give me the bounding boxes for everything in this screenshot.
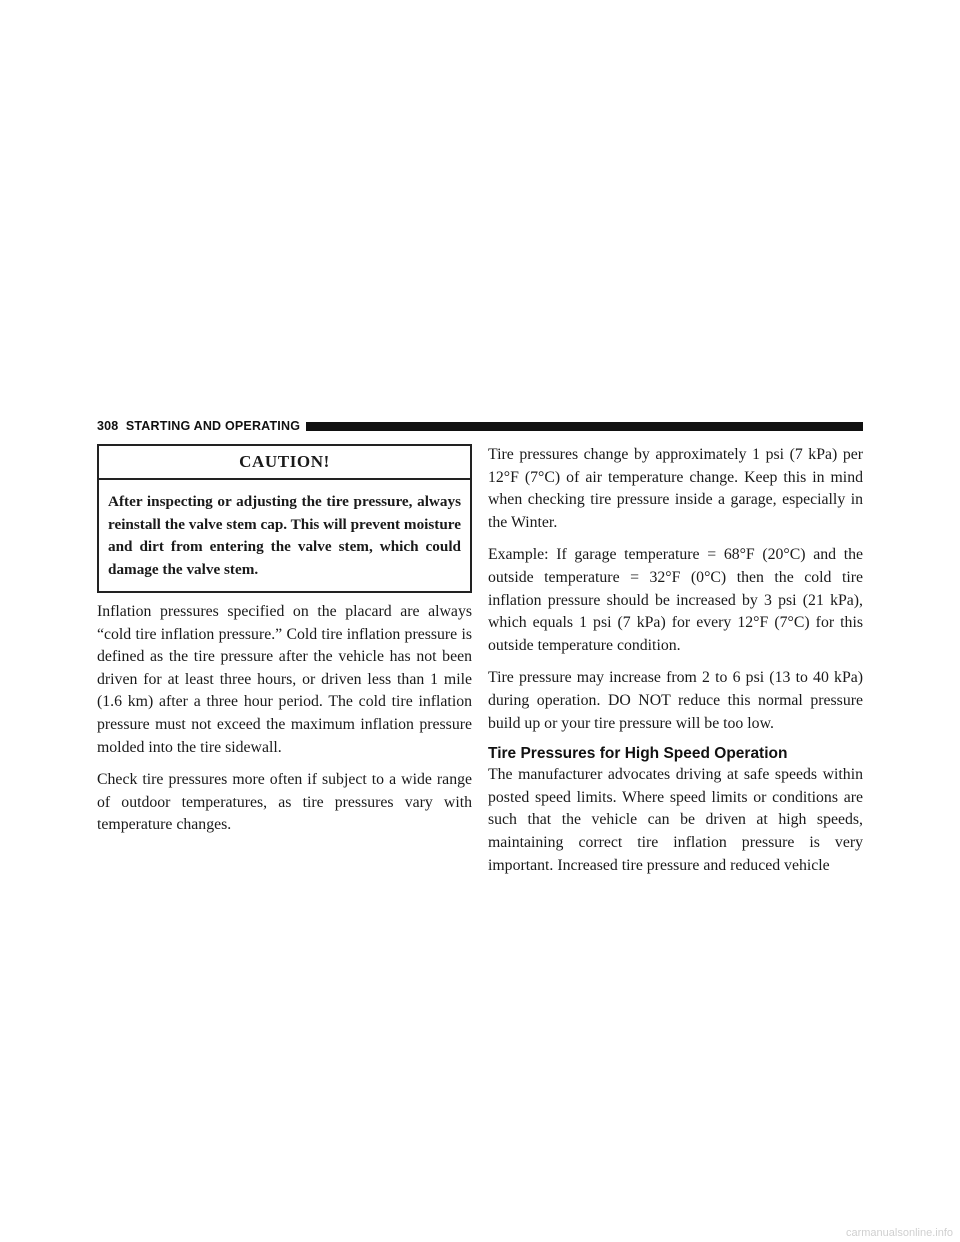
- section-title: STARTING AND OPERATING: [125, 419, 301, 433]
- pressure-increase-paragraph: Tire pressure may increase from 2 to 6 psi (13 to 40 kPa) during operation. DO NOT reduce this normal pressure build up or your tire pressure will be too low.: [488, 669, 863, 732]
- pressure-change-paragraph: Tire pressures change by approximately 1 psi (7 kPa) per 12°F (7°C) of air temperature change. Keep this in mind when checking tire pressure inside a garage, especially in the Winter.: [488, 446, 863, 531]
- caution-box: [97, 444, 472, 593]
- example-paragraph: Example: If garage temperature = 68°F (20°C) and the outside temperature = 32°F (0°C) then the cold tire inflation pressure should be increased by 3 psi (21 kPa), which equals 1 psi (7 kPa) for every 12°F (7°C) for this outside temperature condition.: [488, 546, 863, 654]
- high-speed-paragraph: The manufacturer advocates driving at safe speeds within posted speed limits. Where speed limits or conditions are such that the vehicle can be driven at high speeds, maintaining correct tire inflation pressure is very important. Increased tire pressure and reduced vehicle: [488, 766, 863, 874]
- check-pressure-paragraph: Check tire pressures more often if subject to a wide range of outdoor temperatures, as tire pressures vary with temperature changes.: [97, 771, 472, 834]
- header-label: [97, 419, 306, 433]
- page-number: 308: [97, 419, 119, 433]
- watermark-text: carmanualsonline.info: [845, 1227, 953, 1239]
- right-column: [488, 444, 863, 887]
- footer: [0, 1222, 960, 1242]
- caution-title: CAUTION!: [99, 446, 470, 480]
- page-header: [97, 419, 863, 433]
- high-speed-subheading: Tire Pressures for High Speed Operation: [488, 745, 788, 763]
- caution-text: After inspecting or adjusting the tire pressure, always reinstall the valve stem cap. This will prevent moisture and dirt from entering the valve stem, which could damage the valve stem.: [108, 493, 461, 578]
- left-column: [97, 444, 472, 847]
- header-rule: [306, 422, 863, 431]
- inflation-pressure-paragraph: Inflation pressures specified on the placard are always “cold tire inflation pressure.” Cold tire inflation pressure is defined as the tire pressure after the vehicle has not been driven for at least three hours, or driven less than 1 mile (1.6 km) after a three hour period. The cold tire inflation pressure must not exceed the maximum inflation pressure molded into the tire sidewall.: [97, 603, 472, 756]
